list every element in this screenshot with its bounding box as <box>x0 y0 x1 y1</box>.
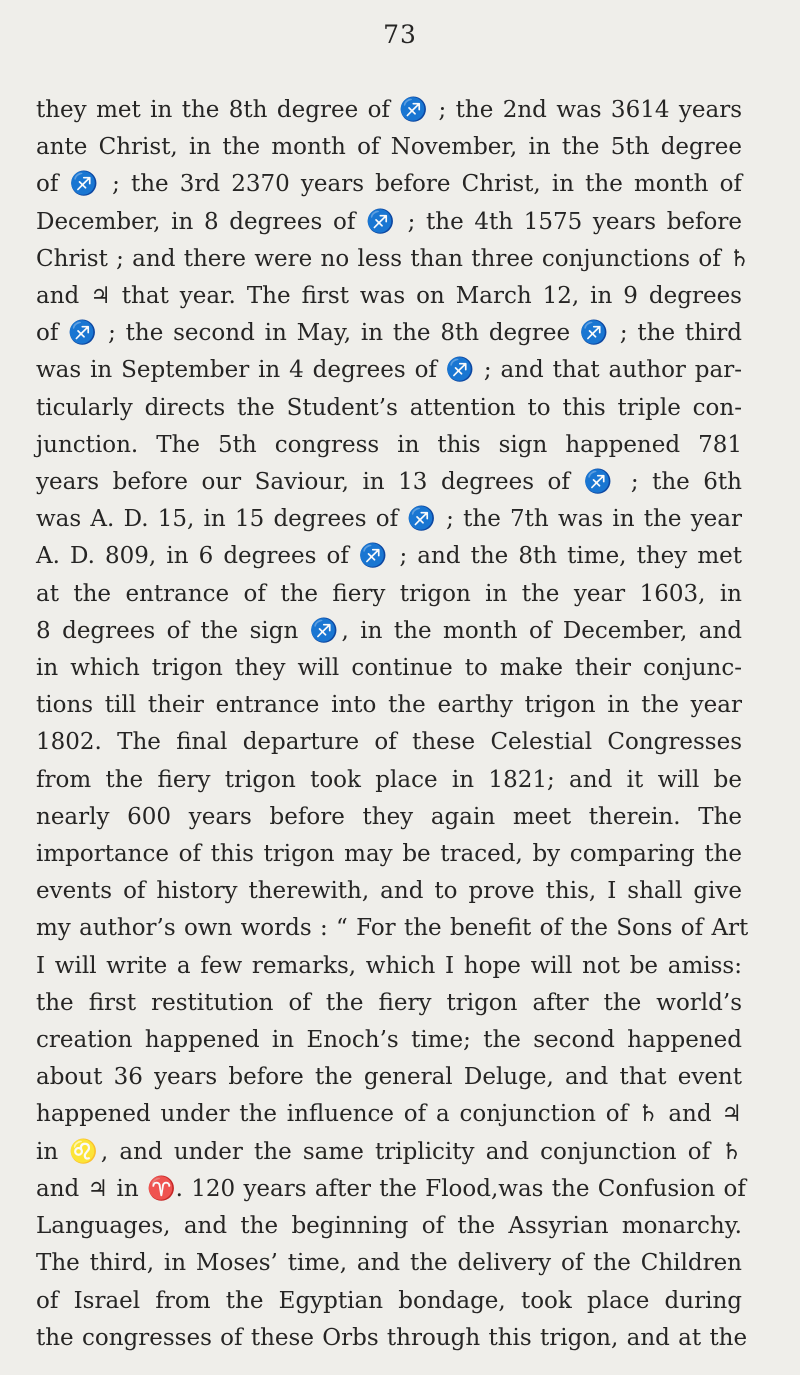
text-line: ticularly directs the Student’s attention to this triple con- <box>36 394 742 421</box>
text-line: they met in the 8th degree of ♐ ; the 2nd was 3614 years <box>36 97 742 123</box>
text-line: years before our Saviour, in 13 degrees of ♐ ; the 6th <box>36 469 742 496</box>
text-line: was A. D. 15, in 15 degrees of ♐ ; the 7th was in the year <box>36 506 742 533</box>
text-line: 8 degrees of the sign ♐, in the month of December, and <box>36 617 742 644</box>
text-line: I will write a few remarks, which I hope will not be amiss: <box>36 952 742 979</box>
text-line: importance of this trigon may be traced, by comparing the <box>36 841 742 868</box>
text-line: Christ ; and there were no less than three conjunctions of ♄ <box>36 245 750 272</box>
text-line: Languages, and the beginning of the Assyrian monarchy. <box>36 1213 742 1240</box>
page-number: 73 <box>383 20 417 49</box>
text-line: and ♃ that year. The first was on March 12, in 9 degrees <box>36 283 742 310</box>
text-line: junction. The 5th congress in this sign happened 781 <box>36 431 742 458</box>
text-line: the first restitution of the fiery trigon after the world’s <box>36 989 742 1016</box>
text-line: was in September in 4 degrees of ♐ ; and that author par- <box>36 357 742 384</box>
text-line: 1802. The final departure of these Celestial Congresses <box>36 729 742 756</box>
text-line: the congresses of these Orbs through this trigon, and at the <box>36 1324 748 1351</box>
text-line: at the entrance of the fiery trigon in the year 1603, in <box>36 580 742 607</box>
body-text <box>36 92 750 1357</box>
text-line: A. D. 809, in 6 degrees of ♐ ; and the 8th time, they met <box>36 543 742 570</box>
text-line: and ♃ in ♈. 120 years after the Flood,was the Confusion of <box>36 1175 746 1202</box>
text-line: tions till their entrance into the earthy trigon in the year <box>36 692 742 719</box>
text-line: nearly 600 years before they again meet therein. The <box>36 803 742 830</box>
text-line: The third, in Moses’ time, and the delivery of the Children <box>36 1250 742 1277</box>
text-line: of ♐ ; the 3rd 2370 years before Christ, in the month of <box>36 171 742 198</box>
text-line: of ♐ ; the second in May, in the 8th degree ♐ ; the third <box>36 320 742 347</box>
text-line: of Israel from the Egyptian bondage, took place during <box>36 1287 742 1314</box>
text-line: in which trigon they will continue to make their conjunc- <box>36 655 742 682</box>
text-line: in ♌, and under the same triplicity and conjunction of ♄ <box>36 1138 742 1165</box>
text-line: December, in 8 degrees of ♐ ; the 4th 1575 years before <box>36 208 742 235</box>
text-line: my author’s own words : “ For the benefit of the Sons of Art <box>36 915 749 942</box>
text-line: creation happened in Enoch’s time; the second happened <box>36 1027 742 1054</box>
text-line: about 36 years before the general Deluge, and that event <box>36 1064 742 1091</box>
text-line: from the fiery trigon took place in 1821; and it will be <box>36 766 742 793</box>
text-line: ante Christ, in the month of November, in the 5th degree <box>36 134 742 161</box>
text-line: events of history therewith, and to prove this, I shall give <box>36 878 742 905</box>
text-line: happened under the influence of a conjunction of ♄ and ♃ <box>36 1101 742 1128</box>
